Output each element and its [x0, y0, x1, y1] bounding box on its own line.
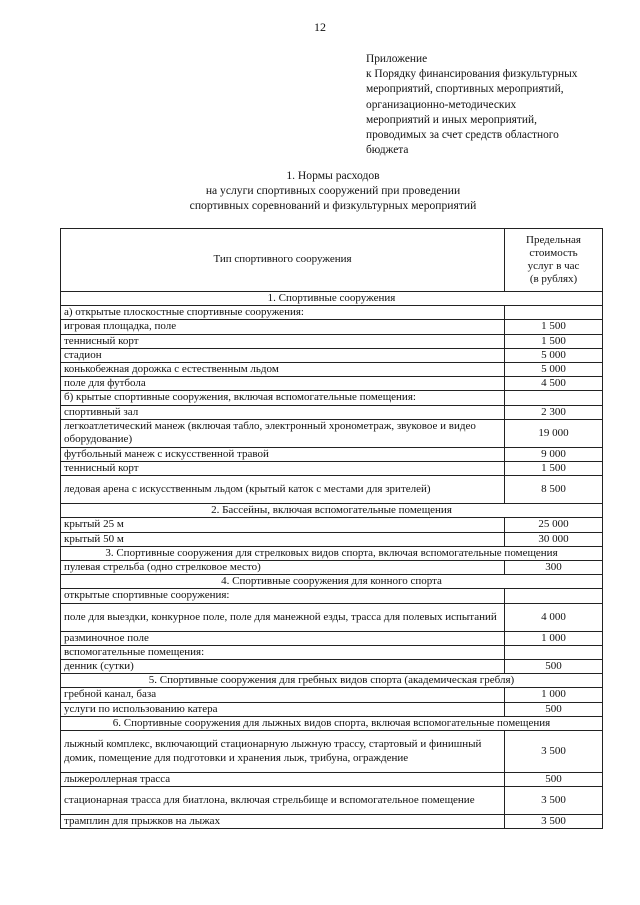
table-row [61, 320, 603, 334]
facility-name: теннисный корт [61, 334, 505, 348]
facility-name: теннисный корт [61, 462, 505, 476]
facility-name: вспомогательные помещения: [61, 645, 505, 659]
table-row [61, 589, 603, 603]
price-cell: 5 000 [505, 348, 603, 362]
section-row [61, 292, 603, 306]
header-price-line: стоимость [529, 246, 578, 259]
price-cell: 1 500 [505, 462, 603, 476]
table-row [61, 787, 603, 815]
table-row [61, 419, 603, 447]
table-row [61, 306, 603, 320]
facility-name: спортивный зал [61, 405, 505, 419]
table-row [61, 731, 603, 773]
price-cell: 4 500 [505, 377, 603, 391]
section-title: 2. Бассейны, включая вспомогательные помещения [61, 504, 603, 518]
table-row [61, 476, 603, 504]
section-row [61, 575, 603, 589]
norms-table [60, 228, 603, 829]
page-number: 12 [314, 20, 326, 34]
table-row [61, 377, 603, 391]
facility-name: футбольный манеж с искусственной травой [61, 447, 505, 461]
header-price-line: услуг в час [527, 260, 580, 272]
section-row [61, 546, 603, 560]
section-title: 6. Спортивные сооружения для лыжных видов спорта, включая вспомогательные помещения [61, 716, 603, 730]
appendix-note [366, 52, 636, 158]
table-row [61, 773, 603, 787]
price-cell: 500 [505, 660, 603, 674]
table-row [61, 631, 603, 645]
facility-name: крытый 50 м [61, 532, 505, 546]
appendix-line: к Порядку финансирования физкультурных [366, 68, 578, 81]
facility-name: пулевая стрельба (одно стрелковое место) [61, 561, 505, 575]
table-row [61, 561, 603, 575]
facility-name: трамплин для прыжков на лыжах [61, 815, 505, 829]
price-cell: 9 000 [505, 447, 603, 461]
facility-name: гребной канал, база [61, 688, 505, 702]
table-row [61, 334, 603, 348]
price-cell: 25 000 [505, 518, 603, 532]
price-cell: 19 000 [505, 419, 603, 447]
price-cell: 1 000 [505, 688, 603, 702]
price-cell: 300 [505, 561, 603, 575]
appendix-line: бюджета [366, 144, 409, 157]
table-row [61, 462, 603, 476]
table-row [61, 391, 603, 405]
header-price-line: Предельная [526, 233, 581, 246]
section-title: 1. Спортивные сооружения [61, 292, 603, 306]
table-row [61, 688, 603, 702]
section-row [61, 716, 603, 730]
facility-name: лыжероллерная трасса [61, 773, 505, 787]
header-price [505, 229, 603, 292]
facility-name: услуги по использованию катера [61, 702, 505, 716]
facility-name: разминочное поле [61, 631, 505, 645]
facility-name: стационарная трасса для биатлона, включая стрельбище и вспомогательное помещение [61, 787, 505, 815]
appendix-line: проводимых за счет средств областного [366, 128, 559, 141]
section-row [61, 674, 603, 688]
price-cell: 500 [505, 773, 603, 787]
price-cell [505, 645, 603, 659]
appendix-line: мероприятий и иных мероприятий, [366, 113, 537, 126]
table-row [61, 405, 603, 419]
price-cell: 3 500 [505, 787, 603, 815]
price-cell: 1 500 [505, 320, 603, 334]
table-row [61, 348, 603, 362]
header-type: Тип спортивного сооружения [61, 229, 505, 292]
heading-line: на услуги спортивных сооружений при проведении [205, 184, 461, 197]
table-row [61, 447, 603, 461]
table-row [61, 363, 603, 377]
price-cell: 1 500 [505, 334, 603, 348]
facility-name: денник (сутки) [61, 660, 505, 674]
appendix-line: организационно-методических [366, 98, 517, 111]
facility-name: б) крытые спортивные сооружения, включая вспомогательные помещения: [61, 391, 505, 405]
price-cell: 3 500 [505, 815, 603, 829]
facility-name: поле для выездки, конкурное поле, поле для манежной езды, трасса для полевых испытаний [61, 603, 505, 631]
price-cell [505, 589, 603, 603]
table-heading [0, 168, 640, 213]
price-cell [505, 306, 603, 320]
price-cell: 3 500 [505, 731, 603, 773]
price-cell: 500 [505, 702, 603, 716]
heading-line: 1. Нормы расходов [286, 169, 380, 182]
table-row [61, 702, 603, 716]
price-cell [505, 391, 603, 405]
facility-name: поле для футбола [61, 377, 505, 391]
facility-name: крытый 25 м [61, 518, 505, 532]
price-cell: 8 500 [505, 476, 603, 504]
facility-name: конькобежная дорожка с естественным льдом [61, 363, 505, 377]
price-cell: 1 000 [505, 631, 603, 645]
price-cell: 4 000 [505, 603, 603, 631]
appendix-line: мероприятий, спортивных мероприятий, [366, 83, 564, 96]
table-row [61, 645, 603, 659]
price-cell: 2 300 [505, 405, 603, 419]
section-title: 5. Спортивные сооружения для гребных видов спорта (академическая гребля) [61, 674, 603, 688]
table-row [61, 660, 603, 674]
section-row [61, 504, 603, 518]
section-title: 3. Спортивные сооружения для стрелковых видов спорта, включая вспомогательные помещения [61, 546, 603, 560]
table-row [61, 603, 603, 631]
facility-name: легкоатлетический манеж (включая табло, электронный хронометраж, звуковое и видео оборудование) [61, 419, 505, 447]
heading-line: спортивных соревнований и физкультурных мероприятий [189, 199, 477, 212]
facility-name: а) открытые плоскостные спортивные сооружения: [61, 306, 505, 320]
table-body [61, 292, 603, 829]
appendix-line: Приложение [366, 53, 428, 65]
table-row [61, 815, 603, 829]
table-row [61, 518, 603, 532]
facility-name: открытые спортивные сооружения: [61, 589, 505, 603]
facility-name: ледовая арена с искусственным льдом (крытый каток с местами для зрителей) [61, 476, 505, 504]
price-cell: 30 000 [505, 532, 603, 546]
facility-name: лыжный комплекс, включающий стационарную лыжную трассу, стартовый и финишный домик, помещение для подготовки и хранения лыж, трибуна, ограждение [61, 731, 505, 773]
facility-name: стадион [61, 348, 505, 362]
price-cell: 5 000 [505, 363, 603, 377]
facility-name: игровая площадка, поле [61, 320, 505, 334]
table-row [61, 532, 603, 546]
header-price-line: (в рублях) [529, 273, 578, 286]
section-title: 4. Спортивные сооружения для конного спорта [61, 575, 603, 589]
